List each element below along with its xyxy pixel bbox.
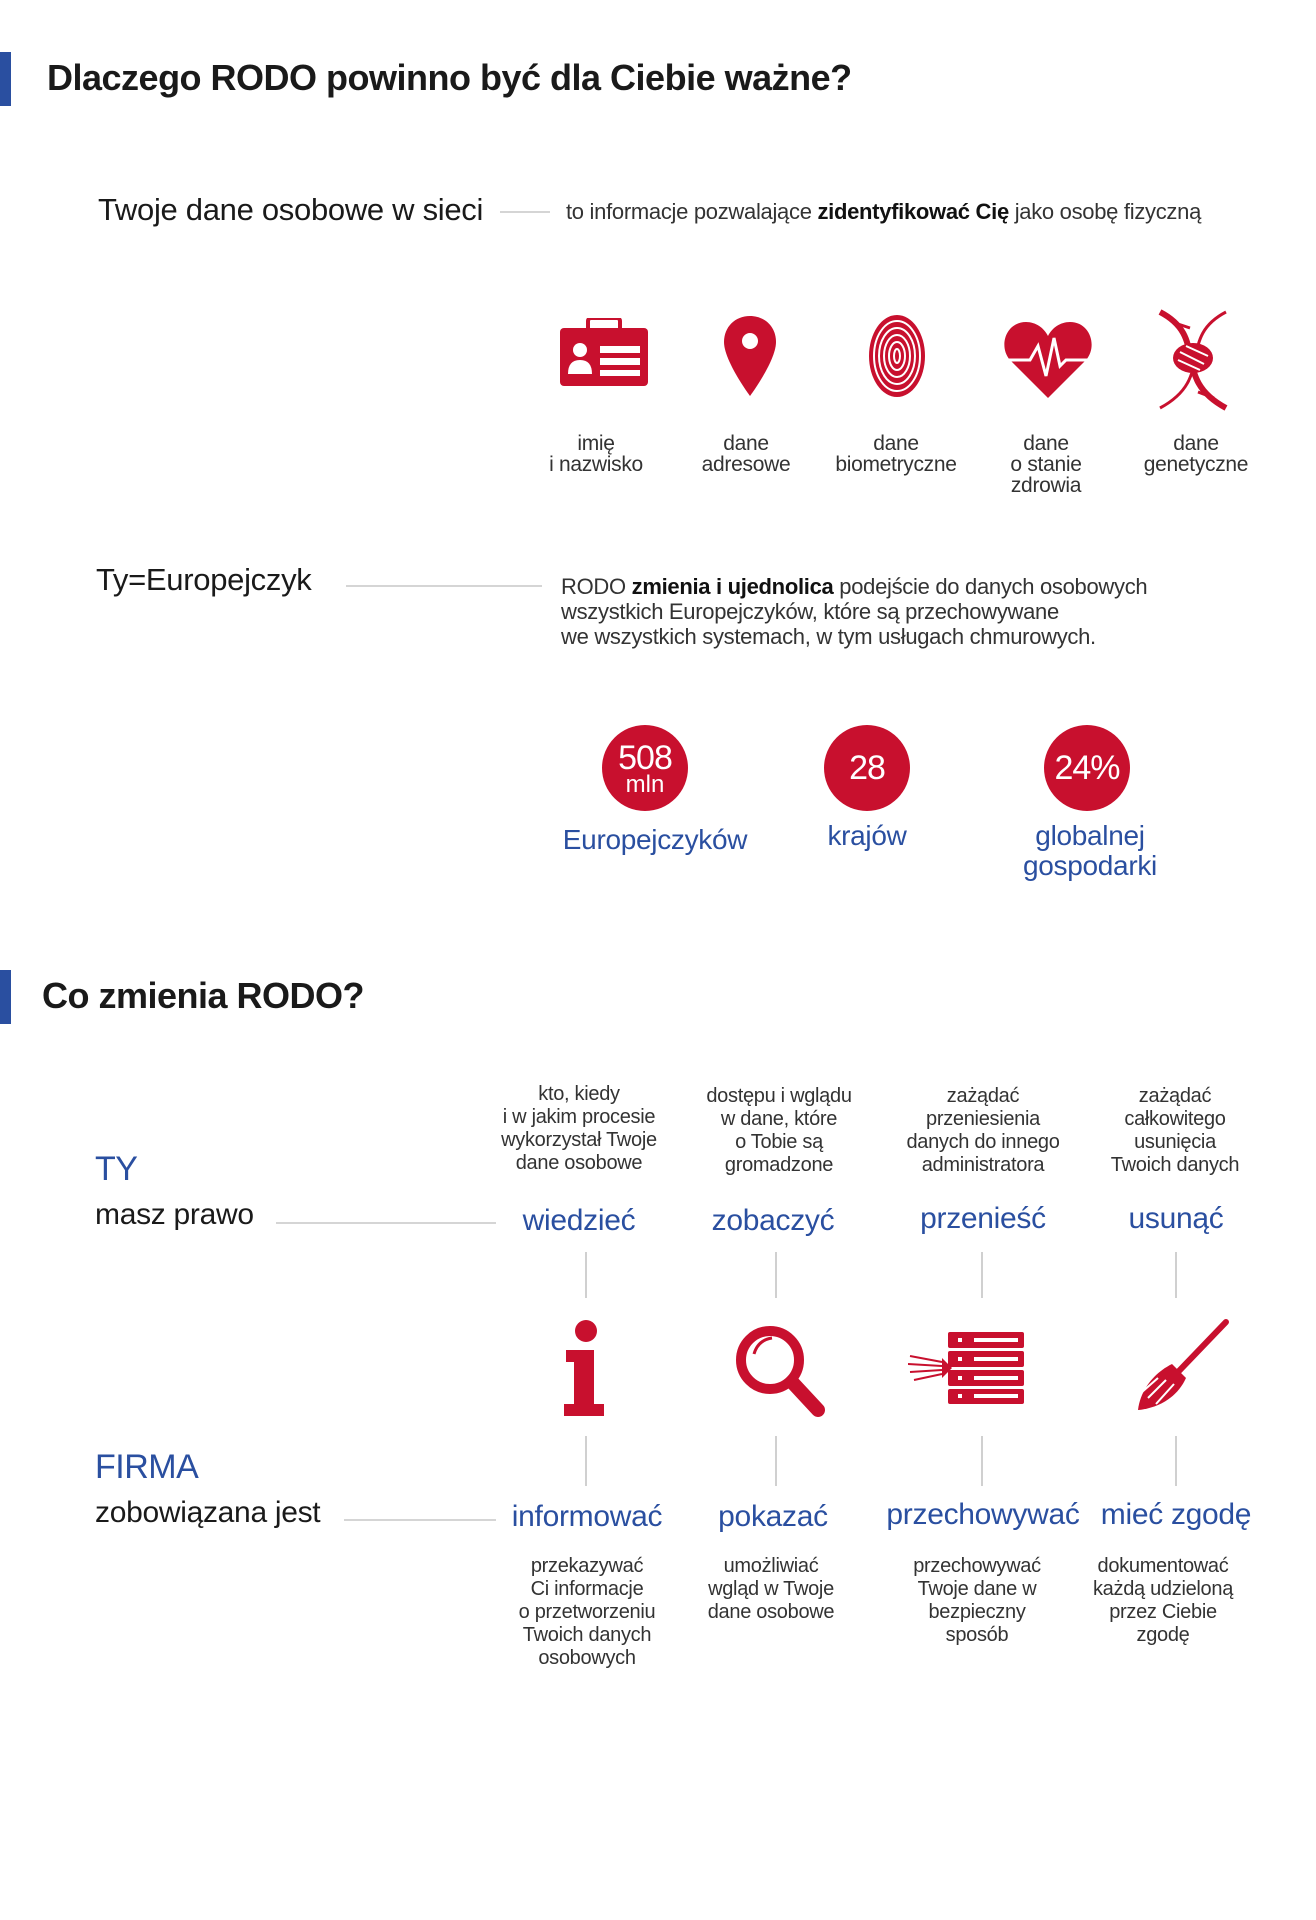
desc-line: kto, kiedy [538,1083,620,1105]
stat-label-line: krajów [827,820,907,851]
duty-verb-store: przechowywać [886,1498,1080,1531]
right-verb-delete: usunąć [1128,1202,1224,1235]
desc-line: dane osobowe [707,1601,835,1623]
right-verb-transfer: przenieść [920,1202,1046,1235]
fingerprint-icon [868,314,926,398]
personal-data-definition [566,199,1201,224]
connector [981,1436,983,1486]
you-role: masz prawo [95,1198,254,1231]
divider [500,211,550,213]
desc-line: danych do innego [906,1131,1060,1153]
stat-unit: mln [625,771,665,798]
right-desc-delete [1085,1085,1265,1177]
connector [1175,1436,1177,1486]
company-label: FIRMA [95,1448,199,1486]
desc-line: zażądać [1138,1085,1212,1107]
rodo-description-line3: we wszystkich systemach, w tym usługach chmurowych. [561,624,1096,649]
data-type-caption-name [521,433,671,475]
desc-line: o przetworzeniu [518,1601,656,1623]
right-desc-see [689,1085,869,1177]
definition-text-end: jako osobę fizyczną [1008,199,1201,224]
duty-desc-consent [1073,1555,1253,1647]
desc-line: każdą udzieloną [1092,1578,1234,1600]
data-type-caption-address [671,433,821,475]
desc-line: całkowitego [1124,1108,1226,1130]
divider [346,585,542,587]
stat-label-countries [757,821,977,851]
info-icon [560,1320,608,1416]
broom-icon [1134,1318,1232,1416]
caption-line: dane [1173,432,1219,455]
desc-line: dokumentować [1097,1555,1229,1577]
section-title-changes: Co zmienia RODO? [42,975,365,1016]
desc-line: i w jakim procesie [502,1106,656,1128]
desc-line: usunięcia [1134,1131,1216,1153]
caption-line: dane [1023,432,1069,455]
you-label: TY [95,1150,138,1188]
stat-circle-countries [824,725,910,811]
desc-line: Ci informacje [530,1578,644,1600]
connector [585,1252,587,1298]
heart-pulse-icon [1002,320,1094,398]
company-role: zobowiązana jest [95,1496,321,1529]
desc-line: bezpieczny [928,1601,1026,1623]
caption-line: genetyczne [1143,453,1249,476]
right-desc-transfer [893,1085,1073,1177]
stat-label-line: globalnej [1035,820,1145,851]
desc-line: przez Ciebie [1109,1601,1217,1623]
desc-line: dane osobowe [515,1152,643,1174]
desc-line: Twoje dane w [917,1578,1037,1600]
duty-verb-consent: mieć zgodę [1100,1498,1252,1531]
right-verb-know: wiedzieć [522,1204,636,1237]
duty-desc-inform [497,1555,677,1670]
data-type-caption-health [971,433,1121,496]
desc-line: przechowywać [913,1555,1041,1577]
desc-line: przekazywać [530,1555,644,1577]
desc-line: wgląd w Twoje [708,1578,834,1600]
divider [276,1222,496,1224]
desc-line: sposób [945,1624,1009,1646]
caption-line: biometryczne [835,453,957,476]
desc-line: Twoich danych [1110,1154,1240,1176]
european-label: Ty=Europejczyk [96,562,312,597]
caption-line: dane [873,432,919,455]
text-part: RODO [561,574,632,599]
dna-icon [1150,308,1236,412]
magnifier-icon [734,1324,828,1420]
duty-desc-show [681,1555,861,1624]
rodo-description-line2: wszystkich Europejczyków, które są przechowywane [561,599,1059,624]
section-marker [0,970,11,1024]
desc-line: dostępu i wglądu [706,1085,852,1107]
duty-desc-store [887,1555,1067,1647]
duty-verb-show: pokazać [718,1500,828,1533]
section-title-why: Dlaczego RODO powinno być dla Ciebie ważne? [47,57,852,98]
desc-line: zgodę [1136,1624,1190,1646]
stat-label-line: gospodarki [1023,850,1157,881]
caption-line: imię [577,432,615,455]
section-marker [0,52,11,106]
data-type-caption-genetic [1121,433,1271,475]
connector [1175,1252,1177,1298]
data-type-caption-biometric [821,433,971,475]
personal-data-label: Twoje dane osobowe w sieci [98,192,484,227]
connector [585,1436,587,1486]
stat-number: 24% [1054,749,1120,787]
connector [981,1252,983,1298]
stat-circle-economy [1044,725,1130,811]
duty-verb-inform: informować [511,1500,663,1533]
desc-line: osobowych [538,1647,636,1669]
desc-line: w dane, które [720,1108,838,1130]
rodo-description-line1 [561,574,1147,599]
text-part: podejście do danych osobowych [833,574,1148,599]
stat-label-line: Europejczyków [562,824,748,855]
caption-line: i nazwisko [549,453,643,476]
rodo-description [561,574,1147,649]
desc-line: zażądać [946,1085,1020,1107]
definition-text: to informacje pozwalające [566,199,818,224]
right-desc-know [489,1083,669,1175]
desc-line: Twoich danych [522,1624,652,1646]
stat-label-economy [980,821,1200,881]
caption-line: o stanie [1010,453,1082,476]
desc-line: umożliwiać [723,1555,819,1577]
desc-line: o Tobie są [735,1131,823,1153]
caption-line: adresowe [701,453,791,476]
desc-line: wykorzystał Twoje [501,1129,657,1151]
stat-number: 28 [849,749,885,787]
id-card-icon [560,318,648,386]
divider [344,1519,496,1521]
connector [775,1436,777,1486]
desc-line: gromadzone [724,1154,834,1176]
location-pin-icon [724,316,776,396]
server-transfer-icon [908,1332,1026,1404]
stat-circle-europeans [602,725,688,811]
text-bold: zmienia i ujednolica [631,574,834,599]
caption-line: zdrowia [1010,474,1082,497]
stat-number: 508 [618,739,672,777]
desc-line: przeniesienia [926,1108,1040,1130]
right-verb-see: zobaczyć [711,1204,835,1237]
definition-bold: zidentyfikować Cię [817,199,1009,224]
desc-line: administratora [921,1154,1045,1176]
stat-label-europeans [545,825,765,855]
caption-line: dane [723,432,769,455]
connector [775,1252,777,1298]
